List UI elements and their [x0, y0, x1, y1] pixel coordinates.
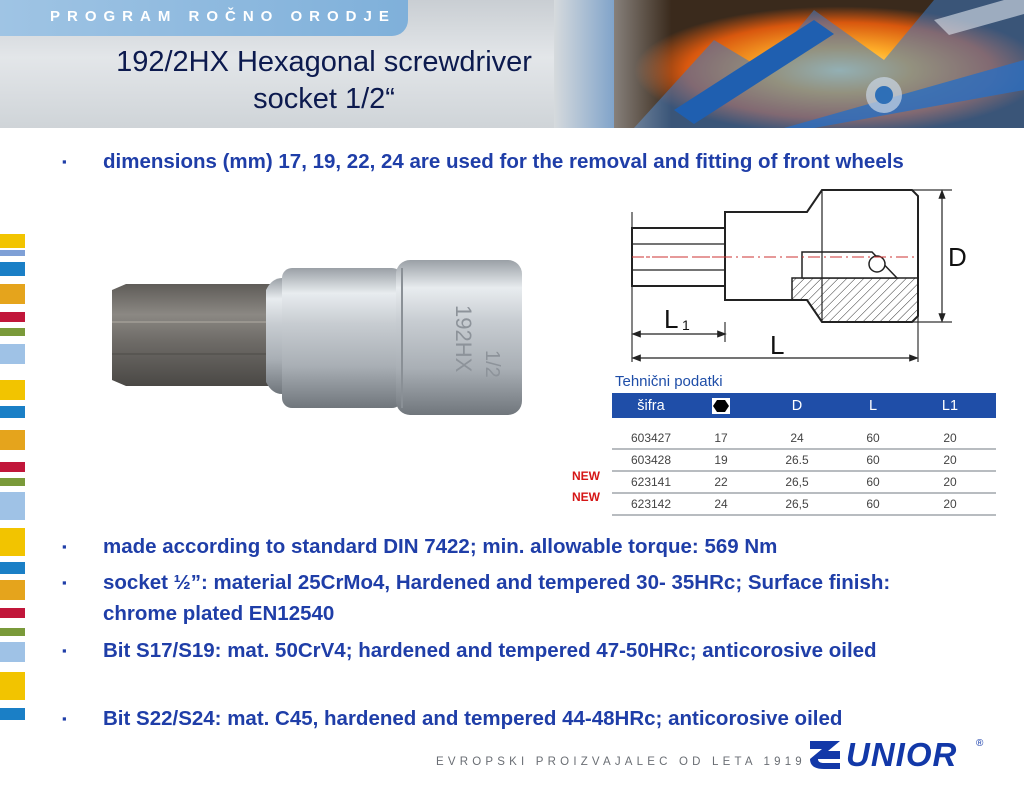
- page-title: [44, 44, 604, 118]
- bullet-mark: ▪: [62, 575, 67, 590]
- cell-code: 623141: [630, 475, 672, 489]
- bullet-text: socket ½”: material 25CrMo4, Hardened and tempered 30- 35HRc; Surface finish: chrome plated EN12540: [103, 571, 891, 625]
- cell-code: 603427: [630, 431, 672, 445]
- cell-l: 60: [866, 453, 880, 467]
- stripe: [0, 562, 25, 574]
- cell-l1: 20: [943, 431, 957, 445]
- new-badge: NEW: [572, 469, 600, 483]
- stripe: [0, 462, 25, 472]
- stripe: [0, 234, 25, 248]
- hexagon-icon: [712, 398, 730, 414]
- brand-logo-text: UNIOR: [846, 736, 958, 773]
- stripe: [0, 642, 25, 662]
- bullet-text: dimensions (mm) 17, 19, 22, 24 are used for the removal and fitting of front wheels: [103, 150, 904, 173]
- bullet-front-wheels: [62, 146, 962, 177]
- stripe: [0, 708, 25, 720]
- stripe: [0, 328, 25, 336]
- registered-mark: ®: [976, 738, 984, 749]
- table-header: [612, 393, 996, 418]
- cell-hex: 24: [714, 497, 728, 511]
- header-l1: L1: [941, 397, 959, 414]
- cell-l1: 20: [943, 453, 957, 467]
- stripe: [0, 478, 25, 486]
- stripe: [0, 406, 25, 418]
- cell-code: 603428: [630, 453, 672, 467]
- header-tools-photo: [554, 0, 1024, 128]
- stripe: [0, 262, 25, 276]
- header-l: L: [868, 397, 878, 414]
- photo-engraving: 192HX: [451, 305, 476, 373]
- stripe: [0, 380, 25, 400]
- cell-hex: 22: [714, 475, 728, 489]
- cell-l: 60: [866, 497, 880, 511]
- table-row: [612, 450, 996, 472]
- stripe: [0, 672, 25, 700]
- cell-l: 60: [866, 475, 880, 489]
- stripe: [0, 580, 25, 600]
- bullet-bit-s22-s24: [62, 703, 942, 734]
- cell-hex: 17: [714, 431, 728, 445]
- cell-d: 24: [790, 431, 804, 445]
- bullet-text: Bit S22/S24: mat. C45, hardened and tempered 44-48HRc; anticorosive oiled: [103, 707, 843, 730]
- cell-d: 26,5: [785, 497, 809, 511]
- drawing-label-l1: L: [664, 304, 679, 334]
- table-row: [612, 428, 996, 450]
- bullet-mark: ▪: [62, 154, 67, 169]
- stripe: [0, 430, 25, 450]
- tech-table: [612, 393, 996, 516]
- cell-d: 26.5: [785, 453, 809, 467]
- drawing-label-l1-sub: 1: [682, 317, 690, 333]
- bullet-standard: [62, 531, 962, 562]
- unior-logo-icon: [806, 735, 846, 773]
- photo-engraving-2: 1/2: [481, 350, 503, 378]
- cell-l: 60: [866, 431, 880, 445]
- program-banner-text: PROGRAM ROČNO ORODJE: [50, 8, 396, 25]
- cell-hex: 19: [714, 453, 728, 467]
- stripe: [0, 628, 25, 636]
- title-line-2: socket 1/2“: [253, 83, 395, 115]
- stripe: [0, 344, 25, 364]
- footer-slogan: EVROPSKI PROIZVAJALEC OD LETA 1919: [436, 756, 806, 768]
- header: [0, 0, 1024, 128]
- table-row: [612, 472, 996, 494]
- program-banner: [0, 0, 408, 36]
- cell-d: 26,5: [785, 475, 809, 489]
- cell-code: 623142: [630, 497, 672, 511]
- bullet-mark: ▪: [62, 539, 67, 554]
- drawing-label-d: D: [948, 242, 967, 272]
- stripe: [0, 608, 25, 618]
- stripe: [0, 528, 25, 556]
- tech-table-title: Tehnični podatki: [615, 373, 723, 390]
- header-code: šifra: [637, 397, 665, 414]
- technical-drawing: [612, 182, 992, 372]
- stripe: [0, 492, 25, 520]
- header-hex: [690, 397, 752, 413]
- bullet-text: Bit S17/S19: mat. 50CrV4; hardened and tempered 47-50HRc; anticorosive oiled: [103, 639, 877, 662]
- socket-product-photo: [106, 250, 526, 420]
- bullet-bit-s17-s19: [62, 635, 962, 666]
- stripe: [0, 250, 25, 256]
- stripe: [0, 312, 25, 322]
- drawing-label-l: L: [770, 330, 785, 360]
- table-row: [612, 494, 996, 516]
- cell-l1: 20: [943, 497, 957, 511]
- bullet-text: made according to standard DIN 7422; min. allowable torque: 569 Nm: [103, 535, 778, 558]
- title-line-1: 192/2HX Hexagonal screwdriver: [116, 46, 532, 78]
- bullet-socket-material: [62, 567, 962, 629]
- stripe: [0, 284, 25, 304]
- header-d: D: [791, 397, 803, 414]
- bullet-mark: ▪: [62, 643, 67, 658]
- cell-l1: 20: [943, 475, 957, 489]
- bullet-mark: ▪: [62, 711, 67, 726]
- new-badge: NEW: [572, 490, 600, 504]
